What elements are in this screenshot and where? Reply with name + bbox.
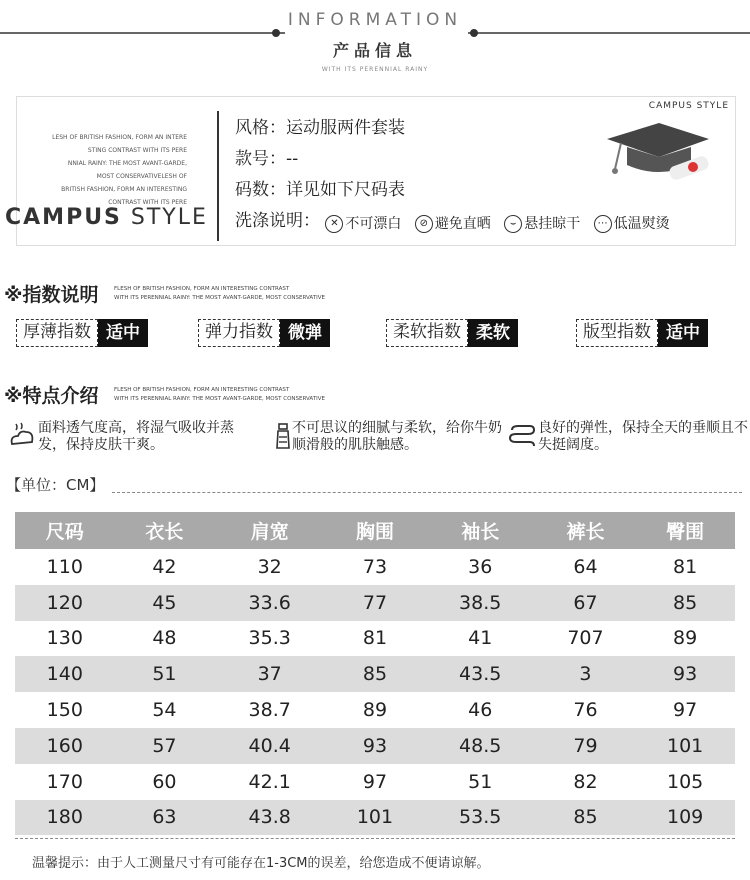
header-subtitle: WITH ITS PERENNIAL RAINY [321, 66, 429, 73]
header-title-en: INFORMATION [287, 10, 463, 30]
index-fit: 版型指数 适中 [576, 319, 708, 347]
info-header [0, 0, 750, 90]
care-no-sun: ⊘ 避免直晒 [415, 209, 491, 240]
no-bleach-icon: ✕ [325, 215, 343, 233]
info-row-sku: 款号：-- [235, 149, 299, 169]
info-divider [217, 111, 219, 241]
campus-style-logo: CAMPUS STYLE [5, 205, 208, 230]
col-length: 衣长 [115, 512, 215, 549]
info-row-care: 洗涤说明： ✕ 不可漂白 ⊘ 避免直晒 ⌣ 悬挂晾干 ⋯ 低温熨烫 [235, 206, 678, 237]
col-pants: 裤长 [536, 512, 636, 549]
table-header-row [15, 512, 735, 549]
header-dot-left [272, 29, 280, 37]
measurement-tip: 温馨提示：由于人工测量尺寸有可能存在1-3CM的误差，给您造成不便请谅解。 [32, 856, 490, 871]
low-iron-icon: ⋯ [594, 215, 612, 233]
table-row: 160 57 40.4 93 48.5 79 101 [15, 728, 735, 764]
header-line-left [0, 32, 285, 34]
index-section-en: FLESH OF BRITISH FASHION, FORM AN INTERESTING CONTRAST WITH ITS PERENNIAL RAINY: THE MOST AVANT-GARDE, MOST CONSERVATIVE [114, 286, 325, 301]
index-elasticity: 弹力指数 微弹 [198, 319, 330, 347]
header-line-right [468, 32, 750, 34]
unit-divider [112, 492, 742, 493]
table-row: 140 51 37 85 43.5 3 93 [15, 656, 735, 692]
feature-section-en: FLESH OF BRITISH FASHION, FORM AN INTERESTING CONTRAST WITH ITS PERENNIAL RAINY: THE MOST AVANT-GARDE, MOST CONSERVATIVE [114, 387, 325, 402]
care-low-iron: ⋯ 低温熨烫 [594, 209, 670, 240]
info-row-style: 风格：运动服两件套装 [235, 118, 405, 138]
breathable-icon [8, 422, 36, 450]
col-size: 尺码 [15, 512, 115, 549]
elastic-icon [508, 422, 536, 450]
campus-style-tag: CAMPUS STYLE [648, 101, 729, 111]
table-row: 180 63 43.8 101 53.5 85 109 [15, 800, 735, 836]
col-sleeve: 袖长 [425, 512, 536, 549]
info-english-text: LESH OF BRITISH FASHION, FORM AN INTERE STING CONTRAST WITH ITS PERE NNIAL RAINY: THE MOST AVANT-GARDE, MOST CONSERVATIVELESH OF BRITISH FASHION, FORM AN INTERESTING CONTRAST WITH ITS PERE [52, 134, 187, 206]
feature-section-title: ※特点介绍 [4, 385, 99, 407]
table-row: 170 60 42.1 97 51 82 105 [46, 770, 704, 793]
header-dot-right [470, 29, 478, 37]
table-row: 150 54 38.7 89 46 76 97 [46, 699, 698, 722]
col-chest: 胸围 [325, 512, 425, 549]
col-hip: 臀围 [635, 512, 735, 549]
table-bottom-divider [15, 838, 735, 839]
graduation-cap-icon [597, 117, 717, 187]
care-no-bleach: ✕ 不可漂白 [325, 209, 401, 240]
info-row-size: 码数：详见如下尺码表 [235, 180, 405, 200]
table-row: 110 42 32 73 36 64 81 [46, 555, 698, 578]
table-row: 120 45 33.6 77 38.5 67 85 [15, 585, 735, 621]
hang-dry-icon: ⌣ [504, 215, 522, 233]
col-shoulder: 肩宽 [214, 512, 325, 549]
unit-label: 【单位：CM】 [6, 476, 105, 494]
index-softness: 柔软指数 柔软 [386, 319, 518, 347]
table-row: 130 48 35.3 81 41 707 89 [46, 627, 698, 650]
size-table [15, 512, 735, 835]
index-section-title: ※指数说明 [4, 284, 99, 306]
header-title-cn: 产品信息 [332, 41, 417, 60]
index-thickness: 厚薄指数 适中 [16, 319, 148, 347]
no-sun-icon: ⊘ [415, 215, 433, 233]
care-hang-dry: ⌣ 悬挂晾干 [504, 209, 580, 240]
product-info-box [5, 96, 736, 246]
